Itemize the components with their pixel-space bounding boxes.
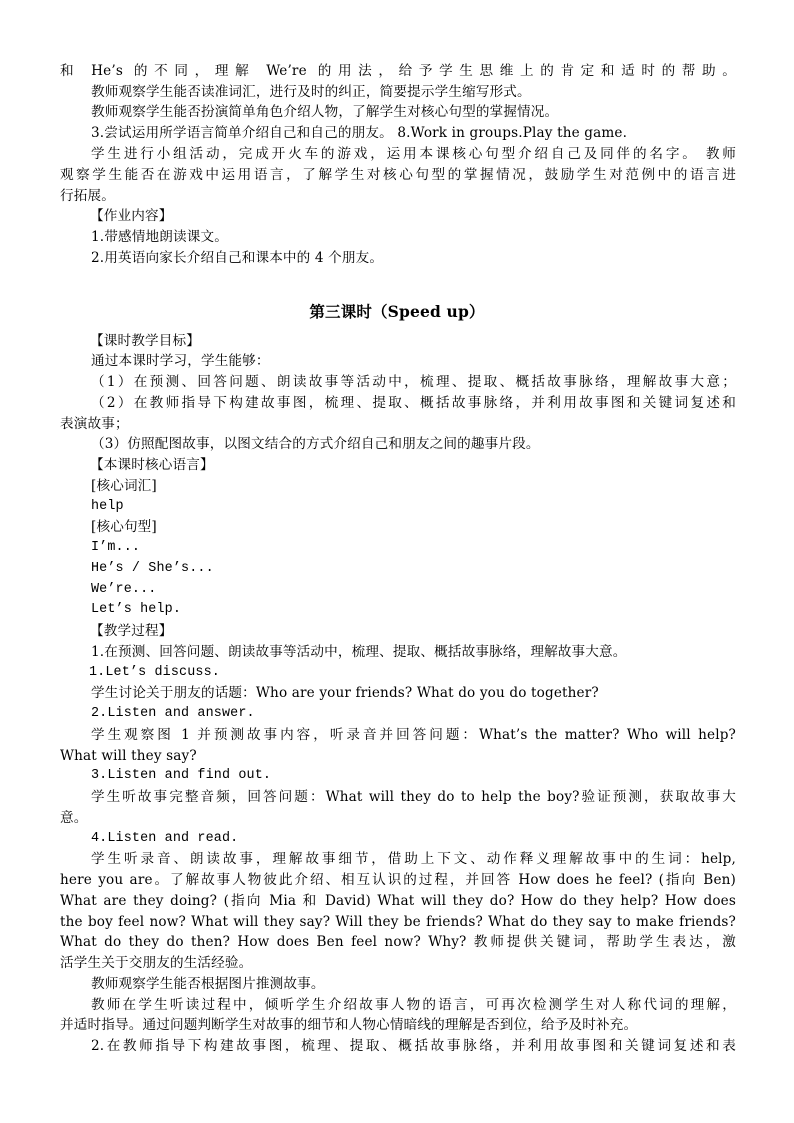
lesson-title: 第三课时（Speed up） (309, 302, 485, 321)
paragraph-line: 并适时指导。通过问题判断学生对故事的细节和人物心情暗线的理解是否到位，给予及时补充。 (60, 1017, 638, 1033)
list-item: （2）在教师指导下构建故事图，梳理、提取、概括故事脉络，并利用故事图和关键词复述和 (91, 395, 736, 411)
sentence-pattern: I’m... (91, 540, 141, 555)
list-item: 2.在教师指导下构建故事图，梳理、提取、概括故事脉络，并利用故事图和关键词复述和表 (91, 1038, 736, 1054)
paragraph-line: 意。 (60, 810, 88, 826)
paragraph-line: 教师观察学生能否扮演简单角色介绍人物，了解学生对核心句型的掌握情况。 (91, 104, 559, 120)
paragraph-line: What are they doing? (指向 Mia 和 David) What will they do? How do they help? How does (60, 893, 736, 909)
list-item: 1.Let’s discuss. (89, 665, 220, 680)
paragraph-line: What do they do then? How does Ben feel now? Why? 教师提供关键词，帮助学生表达，激 (60, 934, 736, 950)
sentence-pattern: Let’s help. (91, 602, 182, 617)
sentence-pattern: He’s / She’s... (91, 561, 214, 576)
paragraph-line: 通过本课时学习，学生能够： (91, 353, 270, 369)
section-heading: 【作业内容】 (90, 208, 173, 224)
paragraph-line: 观察学生能否在游戏中运用语言，了解学生对核心句型的掌握情况，鼓励学生对范例中的语言进 (60, 167, 736, 183)
sub-heading: [核心句型] (91, 519, 157, 535)
paragraph-line: 3.尝试运用所学语言简单介绍自己和自己的朋友。 8.Work in groups.Play the game. (91, 125, 628, 141)
list-item: 3.Listen and find out. (91, 768, 272, 783)
paragraph-line: 表演故事； (60, 416, 129, 432)
paragraph-line: 学生观察图 1 并预测故事内容，听录音并回答问题：What’s the matter? Who will help? (91, 727, 736, 743)
list-item: 2.Listen and answer. (91, 706, 255, 721)
paragraph-line: 学生听故事完整音频，回答问题：What will they do to help the boy?验证预测，获取故事大 (91, 789, 736, 805)
paragraph-line: here you are。了解故事人物彼此介绍、相互认识的过程，并回答 How does he feel? (指向 Ben) (60, 872, 736, 888)
paragraph-line: 和 He’s 的不同，理解 We’re 的用法，给予学生思维上的肯定和适时的帮助。 (60, 63, 736, 79)
list-item: 4.Listen and read. (91, 831, 239, 846)
paragraph-line: 教师在学生听读过程中，倾听学生介绍故事人物的语言，可再次检测学生对人称代词的理解， (91, 997, 736, 1013)
paragraph-line: What will they say? (60, 748, 197, 764)
paragraph-line: 学生进行小组活动，完成开火车的游戏，运用本课核心句型介绍自己及同伴的名字。 教师 (91, 146, 736, 162)
paragraph-line: 学生讨论关于朋友的话题：Who are your friends? What do you do together? (91, 685, 599, 701)
sub-heading: [核心词汇] (91, 478, 157, 494)
sentence-pattern: We’re... (91, 582, 157, 597)
vocab-item: help (91, 499, 124, 514)
list-item: 2.用英语向家长介绍自己和课本中的 4 个朋友。 (91, 250, 384, 266)
paragraph-line: 教师观察学生能否读准词汇，进行及时的纠正，简要提示学生缩写形式。 (91, 84, 531, 100)
section-heading: 【教学过程】 (90, 623, 173, 639)
paragraph-line: 学生听录音、朗读故事，理解故事细节，借助上下文、动作释义理解故事中的生词：help, (91, 851, 736, 867)
list-item: （3）仿照配图故事，以图文结合的方式介绍自己和朋友之间的趣事片段。 (91, 436, 540, 452)
paragraph-line: 教师观察学生能否根据图片推测故事。 (91, 976, 325, 992)
list-item: 1.带感情地朗读课文。 (91, 229, 228, 245)
paragraph-line: 行拓展。 (60, 188, 115, 204)
section-heading: 【课时教学目标】 (90, 333, 200, 349)
section-heading: 【本课时核心语言】 (90, 457, 214, 473)
paragraph-line: 活学生关于交朋友的生活经验。 (60, 955, 253, 971)
paragraph-line: the boy feel now? What will they say? Will they be friends? What do they say to make friends? (60, 914, 736, 930)
list-item: 1.在预测、回答问题、朗读故事等活动中，梳理、提取、概括故事脉络，理解故事大意。 (91, 644, 627, 660)
list-item: （1）在预测、回答问题、朗读故事等活动中，梳理、提取、概括故事脉络，理解故事大意； (91, 374, 736, 390)
